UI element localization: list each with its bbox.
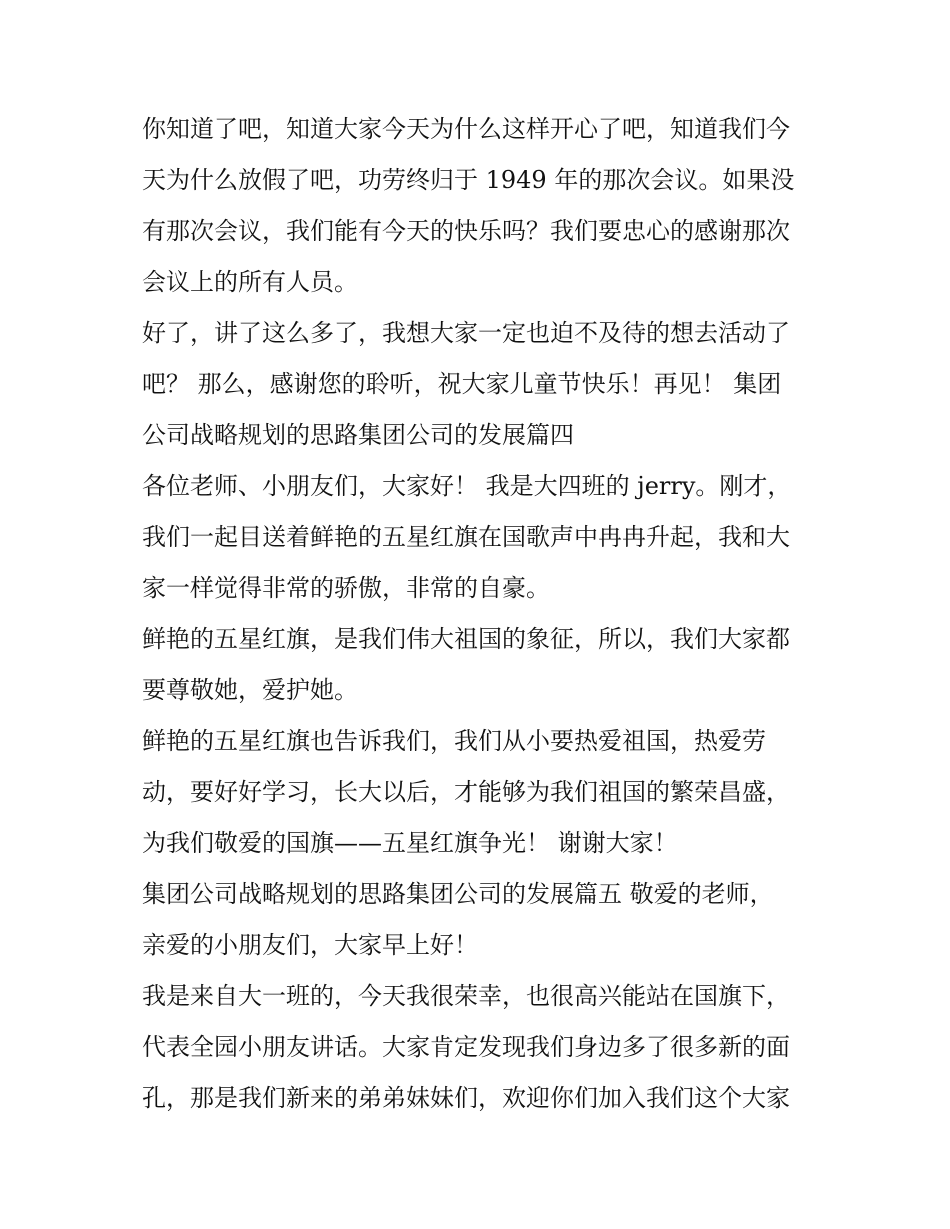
text-line: 要尊敬她，爱护她。 — [142, 676, 358, 704]
document-body-text — [142, 104, 822, 1124]
text-line: 我们一起目送着鲜艳的五星红旗在国歌声中冉冉升起，我和大 — [142, 523, 790, 551]
text-line: 代表全园小朋友讲话。大家肯定发现我们身边多了很多新的面 — [142, 1033, 790, 1061]
text-line: 家一样觉得非常的骄傲，非常的自豪。 — [142, 574, 550, 602]
text-line: 亲爱的小朋友们，大家早上好！ — [142, 931, 478, 959]
text-line: 好了，讲了这么多了，我想大家一定也迫不及待的想去活动了 — [142, 319, 790, 347]
text-line: 有那次会议，我们能有今天的快乐吗？我们要忠心的感谢那次 — [142, 217, 790, 245]
text-line: 为我们敬爱的国旗——五星红旗争光！ 谢谢大家！ — [142, 829, 678, 857]
text-line: 吧？ 那么，感谢您的聆听，祝大家儿童节快乐！再见！ 集团 — [142, 370, 782, 398]
text-line: 鲜艳的五星红旗也告诉我们，我们从小要热爱祖国，热爱劳 — [142, 727, 766, 755]
text-line: 鲜艳的五星红旗，是我们伟大祖国的象征，所以，我们大家都 — [142, 625, 790, 653]
text-line: 我是来自大一班的，今天我很荣幸，也很高兴能站在国旗下， — [142, 982, 790, 1010]
text-line: 会议上的所有人员。 — [142, 268, 358, 296]
text-line: 动，要好好学习，长大以后，才能够为我们祖国的繁荣昌盛， — [142, 778, 790, 806]
text-line: 公司战略规划的思路集团公司的发展篇四 — [142, 421, 574, 449]
text-line: 天为什么放假了吧，功劳终归于 1949 年的那次会议。如果没 — [142, 166, 795, 194]
text-line: 集团公司战略规划的思路集团公司的发展篇五 敬爱的老师， — [142, 880, 774, 908]
text-line: 孔，那是我们新来的弟弟妹妹们，欢迎你们加入我们这个大家 — [142, 1084, 790, 1112]
text-line: 你知道了吧，知道大家今天为什么这样开心了吧，知道我们今 — [142, 115, 790, 143]
text-line: 各位老师、小朋友们，大家好！ 我是大四班的 jerry。刚才， — [142, 472, 792, 500]
